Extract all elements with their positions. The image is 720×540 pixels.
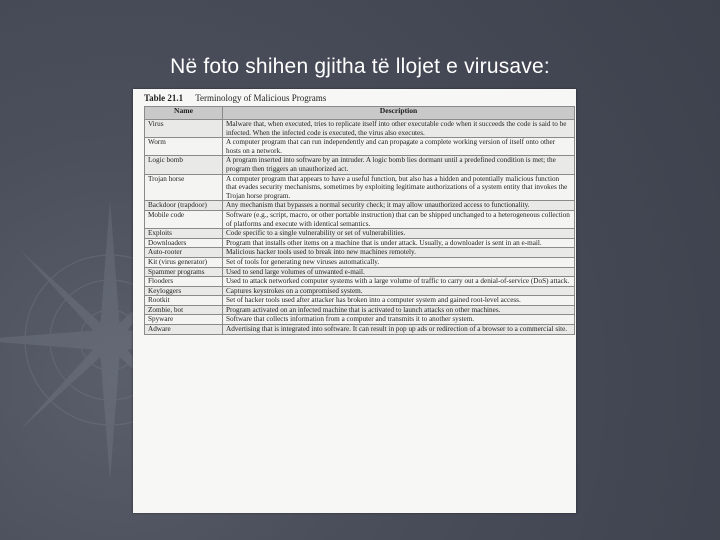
table-row bbox=[145, 267, 575, 277]
table-image bbox=[133, 89, 576, 513]
row-description-cell: A computer program that can run independently and can propagate a complete working version of itself onto other hosts on a network. bbox=[223, 138, 575, 156]
table-row bbox=[145, 286, 575, 296]
table-row bbox=[145, 229, 575, 239]
table-row bbox=[145, 305, 575, 315]
row-description-cell: Used to attack networked computer systems with a large volume of traffic to carry out a denial-of-service (DoS) attack. bbox=[223, 277, 575, 287]
row-name-cell: Kit (virus generator) bbox=[145, 257, 223, 267]
row-name-cell: Downloaders bbox=[145, 238, 223, 248]
table-body bbox=[145, 120, 575, 335]
row-name-cell: Flooders bbox=[145, 277, 223, 287]
row-name-cell: Worm bbox=[145, 138, 223, 156]
row-description-cell: A program inserted into software by an intruder. A logic bomb lies dormant until a predefined condition is met; the program then triggers an unauthorized act. bbox=[223, 156, 575, 174]
row-description-cell: Code specific to a single vulnerability or set of vulnerabilities. bbox=[223, 229, 575, 239]
row-name-cell: Spammer programs bbox=[145, 267, 223, 277]
row-name-cell: Backdoor (trapdoor) bbox=[145, 201, 223, 211]
row-description-cell: A computer program that appears to have a useful function, but also has a hidden and potentially malicious function that evades security mechanisms, sometimes by exploiting legitimate authorizations of a system entity that invokes the Trojan horse program. bbox=[223, 174, 575, 201]
row-description-cell: Program that installs other items on a machine that is under attack. Usually, a downloader is sent in an e-mail. bbox=[223, 238, 575, 248]
table-row bbox=[145, 325, 575, 335]
table-row bbox=[145, 120, 575, 138]
table-header-row bbox=[145, 107, 575, 120]
row-name-cell: Adware bbox=[145, 325, 223, 335]
table-row bbox=[145, 248, 575, 258]
row-description-cell: Set of hacker tools used after attacker has broken into a computer system and gained root-level access. bbox=[223, 296, 575, 306]
table-row bbox=[145, 174, 575, 201]
header-description: Description bbox=[223, 107, 575, 120]
table-row bbox=[145, 201, 575, 211]
row-description-cell: Software that collects information from a computer and transmits it to another system. bbox=[223, 315, 575, 325]
row-name-cell: Trojan horse bbox=[145, 174, 223, 201]
row-name-cell: Virus bbox=[145, 120, 223, 138]
row-name-cell: Spyware bbox=[145, 315, 223, 325]
row-description-cell: Captures keystrokes on a compromised system. bbox=[223, 286, 575, 296]
row-name-cell: Logic bomb bbox=[145, 156, 223, 174]
table-row bbox=[145, 296, 575, 306]
row-name-cell: Zombie, bot bbox=[145, 305, 223, 315]
row-description-cell: Set of tools for generating new viruses automatically. bbox=[223, 257, 575, 267]
table-caption-label: Table 21.1 bbox=[144, 93, 184, 103]
row-description-cell: Malware that, when executed, tries to replicate itself into other executable code when it succeeds the code is said to be infected. When the infected code is executed, the virus also executes. bbox=[223, 120, 575, 138]
row-description-cell: Any mechanism that bypasses a normal security check; it may allow unauthorized access to functionality. bbox=[223, 201, 575, 211]
table-row bbox=[145, 277, 575, 287]
table-row bbox=[145, 210, 575, 228]
row-description-cell: Malicious hacker tools used to break into new machines remotely. bbox=[223, 248, 575, 258]
row-name-cell: Mobile code bbox=[145, 210, 223, 228]
row-name-cell: Exploits bbox=[145, 229, 223, 239]
row-description-cell: Program activated on an infected machine that is activated to launch attacks on other machines. bbox=[223, 305, 575, 315]
table-row bbox=[145, 138, 575, 156]
header-name: Name bbox=[145, 107, 223, 120]
row-name-cell: Auto-rooter bbox=[145, 248, 223, 258]
table-row bbox=[145, 156, 575, 174]
table-caption-title: Terminology of Malicious Programs bbox=[195, 93, 327, 103]
row-name-cell: Rootkit bbox=[145, 296, 223, 306]
table-caption bbox=[144, 93, 326, 103]
slide-title: Në foto shihen gjitha të llojet e virusave: bbox=[170, 55, 550, 78]
table-row bbox=[145, 315, 575, 325]
table-row bbox=[145, 238, 575, 248]
row-description-cell: Advertising that is integrated into software. It can result in pop up ads or redirection of a browser to a commercial site. bbox=[223, 325, 575, 335]
malware-terminology-table bbox=[144, 106, 575, 335]
row-description-cell: Used to send large volumes of unwanted e-mail. bbox=[223, 267, 575, 277]
row-name-cell: Keyloggers bbox=[145, 286, 223, 296]
table-row bbox=[145, 257, 575, 267]
row-description-cell: Software (e.g., script, macro, or other portable instruction) that can be shipped unchanged to a heterogeneous collection of platforms and execute with identical semantics. bbox=[223, 210, 575, 228]
